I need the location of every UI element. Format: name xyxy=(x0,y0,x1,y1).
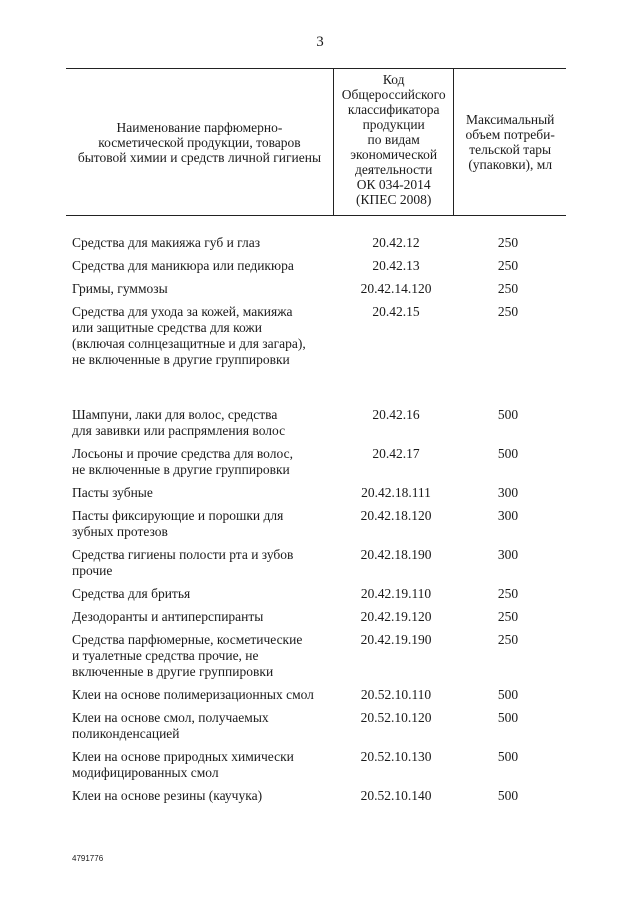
product-name-line: Средства для бритья xyxy=(72,586,191,601)
table-header xyxy=(66,68,566,216)
header-line: ОК 034-2014 xyxy=(356,177,431,192)
product-name-line: (включая солнцезащитные и для загара), xyxy=(72,336,306,351)
header-line: по видам xyxy=(367,132,420,147)
header-line: тельской тары xyxy=(469,142,552,157)
product-name-cell xyxy=(66,609,342,625)
max-volume-cell: 300 xyxy=(497,485,519,500)
table-row xyxy=(66,258,566,274)
product-name-cell xyxy=(66,687,342,703)
product-name-line: включенные в другие группировки xyxy=(72,664,274,679)
product-name-line: Шампуни, лаки для волос, средства xyxy=(72,407,278,422)
max-volume-cell: 250 xyxy=(497,258,519,273)
table-row xyxy=(66,281,566,297)
product-name-cell xyxy=(66,304,342,368)
product-name-cell xyxy=(66,586,342,602)
product-name-cell xyxy=(66,485,342,501)
okpd-code-cell: 20.42.19.120 xyxy=(360,609,432,624)
max-volume-cell: 300 xyxy=(497,547,519,562)
okpd-code-cell: 20.42.15 xyxy=(372,304,420,319)
product-name-cell xyxy=(66,749,342,781)
header-line: Максимальный xyxy=(465,112,555,127)
table-row xyxy=(66,632,566,680)
header-line: деятельности xyxy=(355,162,433,177)
okpd-code-cell: 20.42.18.190 xyxy=(360,547,432,562)
table-row xyxy=(66,687,566,703)
max-volume-cell: 250 xyxy=(497,586,519,601)
max-volume-cell: 500 xyxy=(497,749,519,764)
okpd-code-cell: 20.42.17 xyxy=(372,446,420,461)
max-volume-cell: 250 xyxy=(497,235,519,250)
product-name-line: или защитные средства для кожи xyxy=(72,320,262,335)
product-name-line: модифицированных смол xyxy=(72,765,219,780)
product-name-line: зубных протезов xyxy=(72,524,168,539)
table-row xyxy=(66,485,566,501)
table-body xyxy=(66,235,566,804)
max-volume-cell: 300 xyxy=(497,508,519,523)
products-table xyxy=(66,68,566,804)
okpd-code-cell: 20.42.19.190 xyxy=(360,632,432,647)
product-name-line: и туалетные средства прочие, не xyxy=(72,648,259,663)
header-line: косметической продукции, товаров xyxy=(98,134,301,150)
product-name-cell xyxy=(66,710,342,742)
product-name-line: Пасты фиксирующие и порошки для xyxy=(72,508,284,523)
okpd-code-cell: 20.42.18.120 xyxy=(360,508,432,523)
product-name-line: Лосьоны и прочие средства для волос, xyxy=(72,446,293,461)
product-name-line: Средства для ухода за кожей, макияжа xyxy=(72,304,293,319)
table-row xyxy=(66,304,566,368)
max-volume-cell: 500 xyxy=(497,788,519,803)
okpd-code-cell: 20.42.16 xyxy=(372,407,420,422)
product-name-cell xyxy=(66,788,342,804)
header-line: классификатора xyxy=(347,102,440,117)
header-line: объем потреби- xyxy=(465,127,555,142)
max-volume-cell: 250 xyxy=(497,609,519,624)
max-volume-cell: 500 xyxy=(497,687,519,702)
header-line: Наименование парфюмерно- xyxy=(116,119,283,135)
product-name-line: Гримы, гуммозы xyxy=(72,281,168,296)
max-volume-cell: 500 xyxy=(497,446,519,461)
product-name-line: Пасты зубные xyxy=(72,485,153,500)
max-volume-cell: 250 xyxy=(497,632,519,647)
okpd-code-cell: 20.52.10.110 xyxy=(360,687,432,702)
okpd-code-cell: 20.52.10.130 xyxy=(360,749,432,764)
document-id: 4791776 xyxy=(72,854,104,863)
max-volume-cell: 500 xyxy=(497,407,519,422)
okpd-code-cell: 20.42.12 xyxy=(372,235,420,250)
okpd-code-cell: 20.42.13 xyxy=(372,258,420,273)
product-name-cell xyxy=(66,508,342,540)
product-name-line: Средства парфюмерные, косметические xyxy=(72,632,303,647)
product-name-line: Клеи на основе природных химически xyxy=(72,749,294,764)
product-name-cell xyxy=(66,258,342,274)
okpd-code-cell: 20.42.14.120 xyxy=(360,281,432,296)
product-name-cell xyxy=(66,632,342,680)
table-row xyxy=(66,586,566,602)
max-volume-cell: 500 xyxy=(497,710,519,725)
header-line: (КПЕС 2008) xyxy=(355,192,432,207)
product-name-line: Средства для маникюра или педикюра xyxy=(72,258,294,273)
okpd-code-cell: 20.52.10.140 xyxy=(360,788,432,803)
product-name-line: Клеи на основе смол, получаемых xyxy=(72,710,269,725)
okpd-code-cell: 20.42.18.111 xyxy=(361,485,431,500)
header-line: продукции xyxy=(362,117,425,132)
header-line: Общероссийского xyxy=(341,87,446,102)
header-product-name xyxy=(66,69,333,215)
product-name-line: не включенные в другие группировки xyxy=(72,352,290,367)
table-row xyxy=(66,788,566,804)
table-row xyxy=(66,749,566,781)
product-name-line: Клеи на основе полимеризационных смол xyxy=(72,687,314,702)
product-name-cell xyxy=(66,446,342,478)
table-row xyxy=(66,710,566,742)
table-row xyxy=(66,446,566,478)
product-name-cell xyxy=(66,407,342,439)
header-line: бытовой химии и средств личной гигиены xyxy=(77,149,322,165)
max-volume-cell: 250 xyxy=(497,304,519,319)
header-line: Код xyxy=(382,72,405,87)
product-name-line: поликонденсацией xyxy=(72,726,180,741)
page-number: 3 xyxy=(316,34,324,50)
product-name-line: Средства для макияжа губ и глаз xyxy=(72,235,261,250)
okpd-code-cell: 20.52.10.120 xyxy=(360,710,432,725)
product-name-line: прочие xyxy=(72,563,113,578)
product-name-line: Клеи на основе резины (каучука) xyxy=(72,788,263,803)
product-name-line: не включенные в другие группировки xyxy=(72,462,290,477)
header-line: (упаковки), мл xyxy=(468,157,553,172)
header-line: экономической xyxy=(350,147,438,162)
product-name-line: для завивки или распрямления волос xyxy=(72,423,286,438)
product-name-line: Средства гигиены полости рта и зубов xyxy=(72,547,294,562)
header-max-volume xyxy=(454,69,566,215)
header-okpd-code xyxy=(333,69,455,215)
product-name-line: Дезодоранты и антиперспиранты xyxy=(72,609,264,624)
product-name-cell xyxy=(66,281,342,297)
okpd-code-cell: 20.42.19.110 xyxy=(360,586,432,601)
table-row xyxy=(66,407,566,439)
table-row xyxy=(66,508,566,540)
product-name-cell xyxy=(66,235,342,251)
table-row xyxy=(66,235,566,251)
product-name-cell xyxy=(66,547,342,579)
table-row xyxy=(66,609,566,625)
table-row xyxy=(66,547,566,579)
max-volume-cell: 250 xyxy=(497,281,519,296)
